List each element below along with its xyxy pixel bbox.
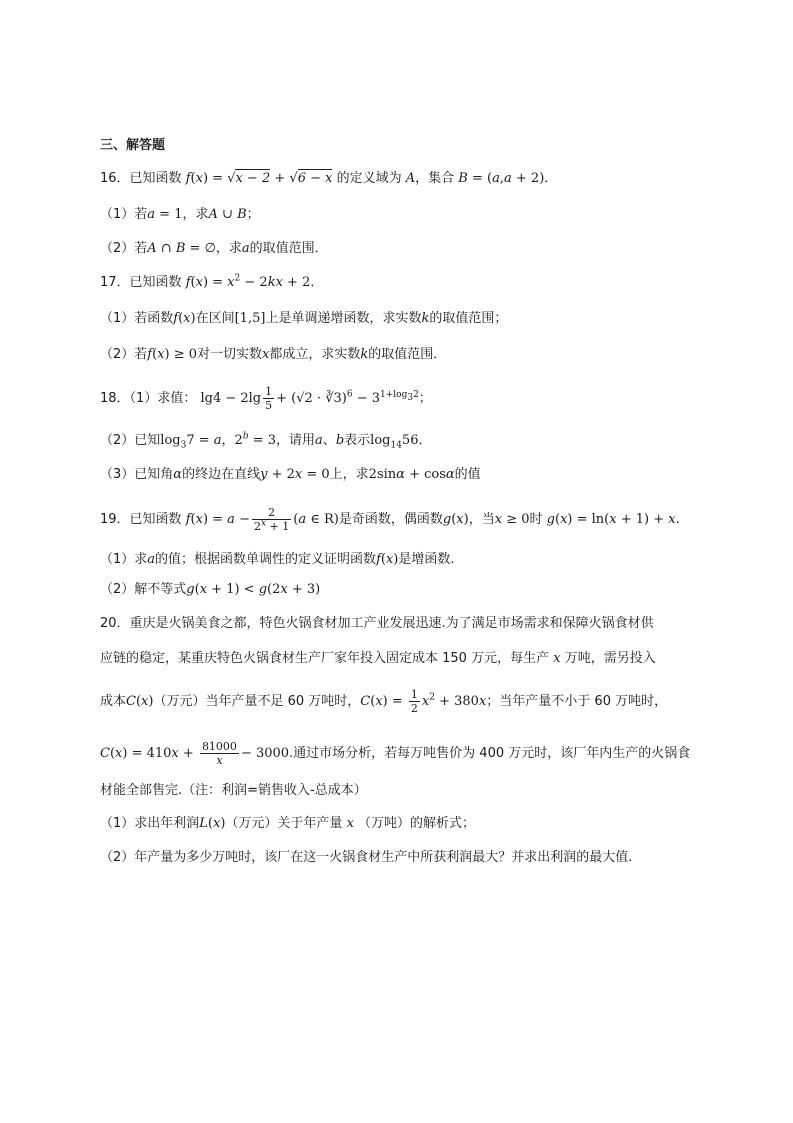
q20-line3: 成本C(x)（万元）当年产量不足 60 万吨时，C(x) = $\frac{1}{2}$ $x^2 + 380x$；当年产量不小于 60 万吨时，: [100, 688, 668, 715]
q16-part2: （2）若A ∩ B = ∅，求a的取值范围．: [100, 241, 328, 256]
q20-line2: 应链的稳定，某重庆特色火锅食材生产厂家年投入固定成本 150 万元，每生产 x 万吨，需另投入: [100, 651, 656, 666]
q17-stem: 17．已知函数 $f(x) = x^2 - 2kx + 2$．: [100, 273, 324, 290]
q19-stem: 19．已知函数 f(x) = a − $\frac{2}{2^x + 1}$ (a ∈ R)是奇函数，偶函数g(x)，当x ≥ 0时 g(x) = ln(x + 1) + x.: [100, 506, 680, 533]
q18-part1: 18．（1）求值： lg4 − 2lg $\frac{1}{5}$ + (√2 · ∛3)$^6$ − $3^{1+log_32}$；: [100, 385, 432, 412]
section-title: 三、解答题: [100, 138, 166, 153]
q17-part2: （2）若f(x) ≥ 0对一切实数x都成立，求实数k的取值范围．: [100, 347, 447, 362]
q18-part3: （3）已知角α的终边在直线y + 2x = 0上，求2sinα + cosα的值: [100, 467, 481, 482]
q17-part1: （1）若函数f(x)在区间[1,5]上是单调递增函数，求实数k的取值范围；: [100, 311, 508, 326]
q16-stem: 16．已知函数 f(x) = √x − 2 + √6 − x 的定义域为 A，集合 B = (a,a + 2)．: [100, 171, 558, 186]
q20-line1: 20．重庆是火锅美食之都，特色火锅食材加工产业发展迅速.为了满足市场需求和保障火锅食材供: [100, 616, 654, 631]
q18-part2: （2）已知$\log_37 = a$，$2^b = 3$，请用a、b表示$\log_{14}56$．: [100, 431, 432, 451]
q20-line5: 材能全部售完.（注：利润=销售收入-总成本）: [100, 783, 367, 798]
q20-line4: C(x) = 410x + $\frac{81000}{x}$ − 3000.通过市场分析，若每万吨售价为 400 万元时，该厂年内生产的火锅食: [100, 740, 691, 767]
q20-part2: （2）年产量为多少万吨时，该厂在这一火锅食材生产中所获利润最大？并求出利润的最大值.: [100, 850, 633, 865]
q20-part1: （1）求出年利润L(x)（万元）关于年产量 x （万吨）的解析式；: [100, 816, 476, 831]
q16-part1: （1）若a = 1，求A ∪ B；: [100, 207, 260, 222]
q19-part1: （1）求a的值；根据函数单调性的定义证明函数f(x)是增函数.: [100, 552, 455, 567]
q19-part2: （2）解不等式g(x + 1) < g(2x + 3): [100, 582, 321, 597]
